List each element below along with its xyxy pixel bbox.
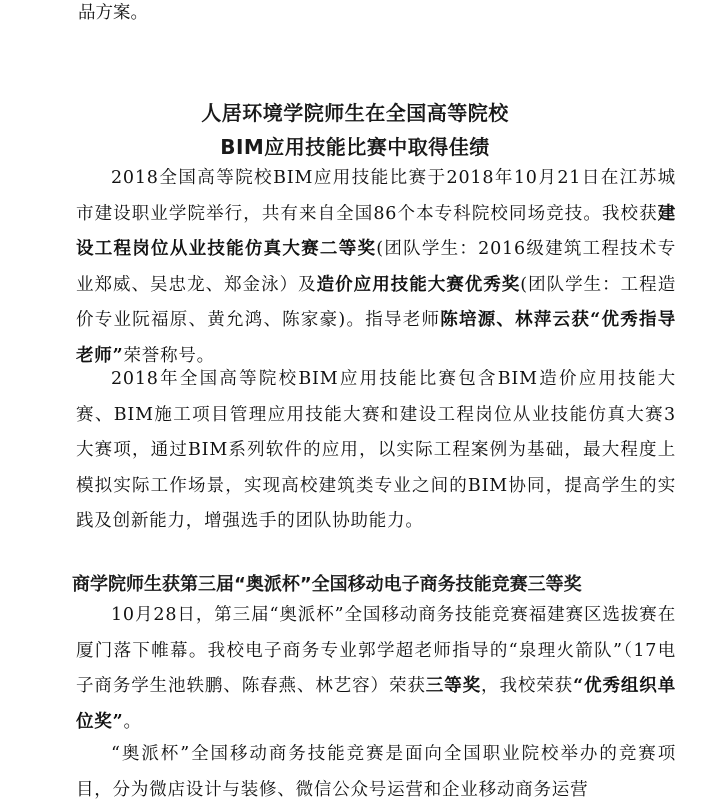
bold-award-cost: 造价应用技能大赛优秀奖: [316, 274, 521, 295]
text-run: 2018全国高等院校BIM应用技能比赛于2018年10月21日在江苏城市建设职业学院举行，共有来自全国86个本专科院校同场竞技。我校获: [76, 168, 676, 224]
bold-award-construction: 建设工程岗位从业技能仿真大赛二等奖: [76, 203, 676, 259]
bold-third-prize: 三等奖: [425, 676, 482, 696]
article2-title: 商学院师生获第三届“奥派杯”全国移动电子商务技能竞赛三等奖: [72, 574, 582, 595]
text-run: (团队学生：工程造价专业阮福原、黄允鸿、陈家豪)。指导老师: [76, 274, 676, 330]
text-run: ，我校荣获: [481, 676, 574, 696]
article2-paragraph-1: [76, 598, 676, 740]
text-run: 荣誉称号。: [123, 345, 215, 366]
text-run: (团队学生：2016级建筑工程技术专业郑威、吴忠龙、郑金泳）及: [76, 239, 676, 295]
bold-teacher-honor: 陈培源、林萍云获“优秀指导老师”: [76, 310, 676, 366]
article1-paragraph-2: 2018年全国高等院校BIM应用技能比赛包含BIM造价应用技能大赛、BIM施工项目管理应用技能大赛和建设工程岗位从业技能仿真大赛3大赛项，通过BIM系列软件的应用，以实际工程案例为基础，最大程度上模拟实际工作场景，实现高校建筑类专业之间的BIM协同，提高学生的实践及创新能力，增强选手的团队协助能力。: [76, 369, 676, 531]
previous-article-fragment: 品方案。: [78, 3, 148, 23]
text-run: 。: [123, 711, 142, 732]
article1-paragraph-1: [76, 161, 676, 374]
article1-title-line1: 人居环境学院师生在全国高等院校: [201, 101, 509, 125]
article2-paragraph-2: “奥派杯”全国移动商务技能竞赛是面向全国职业院校举办的竞赛项目，分为微店设计与装修、微信公众号运营和企业移动商务运营: [76, 744, 676, 800]
text-run: 10月28日，第三届“奥派杯”全国移动商务技能竞赛福建赛区选拔赛在厦门落下帷幕。我校电子商务专业郭学超老师指导的“泉理火箭队”（17电子商务学生池轶鹏、陈春燕、林艺容）荣获: [76, 605, 676, 696]
article1-title-line2: BIM应用技能比赛中取得佳绩: [220, 135, 490, 159]
bold-organizer-award: “优秀组织单位奖”: [76, 676, 677, 732]
